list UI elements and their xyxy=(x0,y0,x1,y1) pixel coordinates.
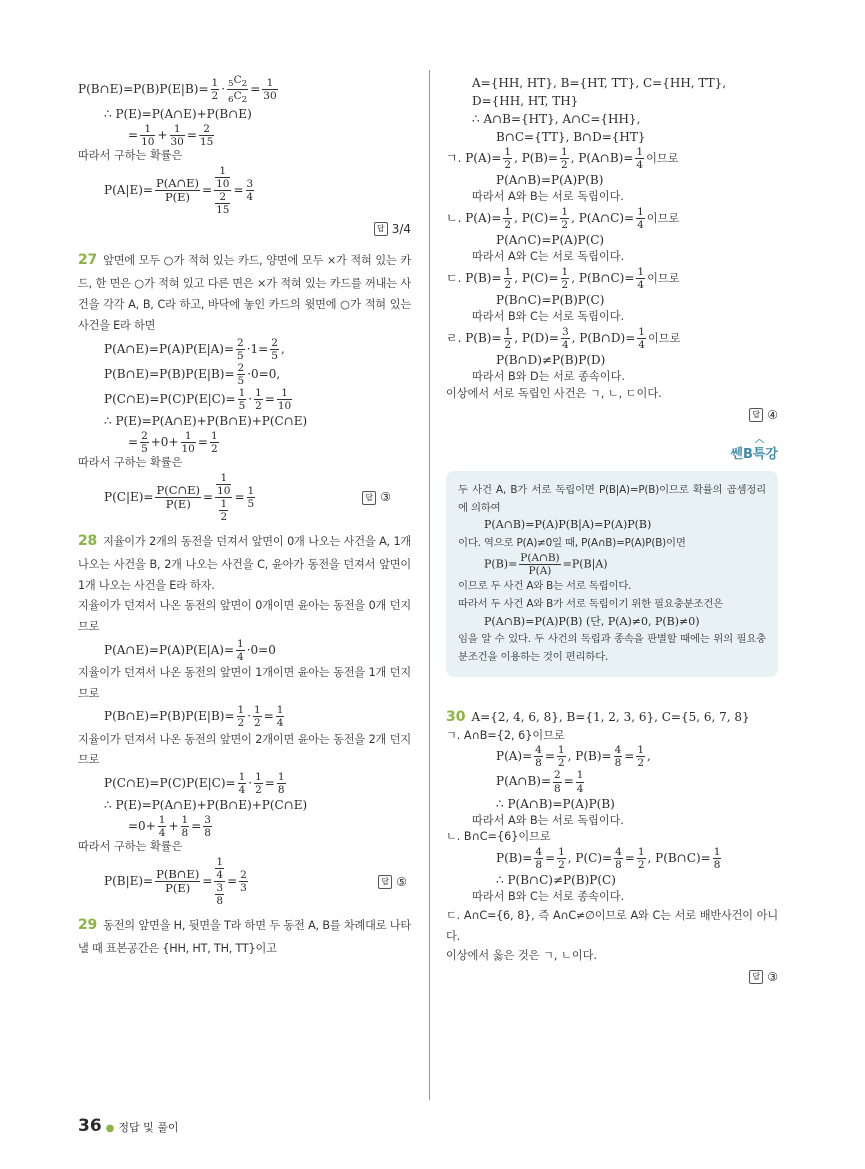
line: P(A∩B)= $\frac{2}{8}$ = $\frac{1}{4}$ xyxy=(496,769,584,795)
math-line: A={HH, HT}, B={HT, TT}, C={HH, TT}, xyxy=(472,76,727,90)
column-divider xyxy=(429,70,430,1100)
text-line: ㄴ. B∩C={6}이므로 xyxy=(446,830,551,844)
problem-text: 앞면에 모두 ○가 적혀 있는 카드, 양면에 모두 ×가 적혀 있는 카드, 한 면은 ○가 적혀 있고 다른 면은 ×가 적혀 있는 카드를 꺼내는 사건을 각각 A, B, C라 하고, 바닥에 놓인 카드의 윗면에 ○가 적혀 있는 사건을 E라 하면 xyxy=(78,254,411,332)
line: P(A|E)= $\frac{P(A\cap E)}{P(E)}$ = $\frac{\frac{1}{10}}{\frac{2}{15}}$ = $\frac{3}{4}$ xyxy=(104,165,254,217)
problem-number: 27 xyxy=(78,252,98,269)
math-text: P(C|E)= xyxy=(104,489,154,504)
left-column xyxy=(78,60,411,960)
text: 이므로 xyxy=(647,331,681,345)
tip-text: 두 사건 A, B가 서로 독립이면 P(B|A)=P(B)이므로 확률의 곱셈정리에 의하여 xyxy=(458,483,766,515)
text-line: 지율이가 던져서 나온 동전의 앞면이 0개이면 윤아는 동전을 0개 던지므로 xyxy=(78,599,411,634)
text-line: 따라서 A와 C는 서로 독립이다. xyxy=(472,250,625,264)
text-line: 따라서 A와 B는 서로 독립이다. xyxy=(472,190,624,204)
text-line: 따라서 구하는 확률은 xyxy=(78,149,183,163)
line: P(C∩E)=P(C)P(E|C)= $\frac{1}{5}$ · $\frac{1}{2}$ = $\frac{1}{10}$ xyxy=(104,386,292,412)
math-text: ㄱ. P(A)= xyxy=(446,151,502,166)
math-line: P(A∩B)=P(A)P(B) xyxy=(496,173,604,188)
math-text: P(C∩E)=P(C)P(E|C)= xyxy=(104,391,236,406)
tip-math: P(A∩B)=P(A)P(B|A)=P(A)P(B) xyxy=(484,518,652,532)
answer-value: 3/4 xyxy=(391,222,411,237)
problem-28 xyxy=(78,529,411,596)
math-line: ∴ P(E)=P(A∩E)+P(B∩E) xyxy=(104,107,252,122)
problem-number: 30 xyxy=(446,708,466,725)
tip-box-header xyxy=(446,436,778,465)
math-line: P(B∩D)≠P(B)P(D) xyxy=(496,352,606,367)
line: P(A∩E)=P(A)P(E|A)= $\frac{2}{5}$ ·1= $\frac{2}{5}$ , xyxy=(104,336,285,362)
answer-badge-icon: 답 xyxy=(749,970,763,984)
tip-box-title: 쎈B특강 xyxy=(730,447,778,463)
tip-text: 임을 알 수 있다. 두 사건의 독립과 종속을 판별할 때에는 위의 필요충분조건을 이용하는 것이 편리하다. xyxy=(458,633,766,664)
math-line: ∴ A∩B={HT}, A∩C={HH}, xyxy=(472,112,641,126)
text: 이므로 xyxy=(646,152,679,166)
math-line: ∴ P(A∩B)=P(A)P(B) xyxy=(496,796,615,811)
text-line: 이상에서 옳은 것은 ㄱ, ㄴ이다. xyxy=(446,948,598,962)
math-text: P(A)= xyxy=(496,749,533,764)
line: P(B)= $\frac{4}{8}$ = $\frac{1}{2}$ , P(C)= $\frac{4}{8}$ = $\frac{1}{2}$ , P(B∩C)= $\frac{1}{8}$ xyxy=(496,846,721,872)
answer-badge-icon: 답 xyxy=(362,491,376,505)
text-line: 따라서 구하는 확률은 xyxy=(78,840,183,854)
line: ㄱ. P(A)= $\frac{1}{2}$ , P(B)= $\frac{1}{2}$ , P(A∩B)= $\frac{1}{4}$ 이므로 xyxy=(446,146,679,172)
bullet-icon: ● xyxy=(105,1123,115,1134)
line: P(B∩E)=P(B)P(E|B)= $\frac{2}{5}$ ·0=0, xyxy=(104,361,281,387)
line: =0+ $\frac{1}{4}$ + $\frac{1}{8}$ = $\frac{3}{8}$ xyxy=(128,814,211,840)
math-text: =P(B|A) xyxy=(562,557,608,571)
answer-value: ③ xyxy=(767,970,778,985)
text-line: 이상에서 서로 독립인 사건은 ㄱ, ㄴ, ㄷ이다. xyxy=(446,386,662,400)
answer-badge-icon: 답 xyxy=(374,222,388,236)
tip-text: 이다. 역으로 P(A)≠0일 때, P(A∩B)=P(A)P(B)이면 xyxy=(458,536,686,549)
problem-30-header xyxy=(446,707,778,728)
math-text: P(C∩E)=P(C)P(E|C)= xyxy=(104,776,236,791)
line: P(A)= $\frac{4}{8}$ = $\frac{1}{2}$ , P(B)= $\frac{4}{8}$ = $\frac{1}{2}$ , xyxy=(496,744,651,770)
answer-row xyxy=(78,856,411,907)
page-footer xyxy=(78,1114,179,1140)
math-line: ∴ P(E)=P(A∩E)+P(B∩E)+P(C∩E) xyxy=(104,798,308,813)
tip-box xyxy=(446,471,778,677)
math-text: P(A∩E)=P(A)P(E|A)= xyxy=(104,642,235,657)
math-text: ㄴ. P(A)= xyxy=(446,210,502,225)
text-line: 지율이가 던져서 나온 동전의 앞면이 1개이면 윤아는 동전을 1개 던지므로 xyxy=(78,665,411,700)
line: P(C∩E)=P(C)P(E|C)= $\frac{1}{4}$ · $\frac{1}{2}$ = $\frac{1}{8}$ xyxy=(104,770,285,797)
math-text: P(A|E)= xyxy=(104,183,153,198)
math-text: ㄹ. P(B)= xyxy=(446,330,502,345)
math-text: ㄷ. P(B)= xyxy=(446,270,502,285)
line: ㄴ. P(A)= $\frac{1}{2}$ , P(C)= $\frac{1}{2}$ , P(A∩C)= $\frac{1}{4}$ 이므로 xyxy=(446,205,680,231)
math-text: = xyxy=(128,128,139,143)
math-text: P(B∩E)=P(B)P(E|B)= xyxy=(104,366,235,381)
math-text: P(B)= xyxy=(484,557,518,571)
line: P(B∩E)=P(B)P(E|B)= $\frac{1}{2}$ · $\frac{_5C_2}{_6C_2}$ = $\frac{1}{30}$ xyxy=(78,74,277,106)
answer-row xyxy=(446,406,778,424)
line: ㄷ. P(B)= $\frac{1}{2}$ , P(C)= $\frac{1}{2}$ , P(B∩C)= $\frac{1}{4}$ 이므로 xyxy=(446,265,680,291)
math-text: P(B)= xyxy=(496,851,533,866)
text-line: 따라서 B와 D는 서로 종속이다. xyxy=(472,369,625,383)
text-line: 지율이가 던져서 나온 동전의 앞면이 2개이면 윤아는 동전을 2개 던지므로 xyxy=(78,732,411,767)
line: P(A∩E)=P(A)P(E|A)= $\frac{1}{4}$ ·0=0 xyxy=(104,637,276,663)
answer-value: ③ xyxy=(380,490,391,505)
right-column xyxy=(446,60,778,990)
problem-number: 28 xyxy=(78,533,98,550)
text: 이므로 xyxy=(646,211,680,225)
answer-row xyxy=(78,472,411,523)
line: = $\frac{2}{5}$ +0+ $\frac{1}{10}$ = $\frac{1}{2}$ xyxy=(128,429,218,455)
math-line: P(A∩C)=P(A)P(C) xyxy=(496,233,605,248)
math-text: A={2, 4, 6, 8}, B={1, 2, 3, 6}, C={5, 6, 7, 8} xyxy=(471,709,750,724)
text-line: ㄷ. A∩C={6, 8}, 즉 A∩C≠∅이므로 A와 C는 서로 배반사건이 아니다. xyxy=(446,909,778,943)
line: ㄹ. P(B)= $\frac{1}{2}$ , P(D)= $\frac{3}{4}$ , P(B∩D)= $\frac{1}{4}$ 이므로 xyxy=(446,325,681,351)
math-text: = xyxy=(128,434,139,449)
text-line: 따라서 B와 C는 서로 독립이다. xyxy=(472,309,625,323)
tip-text: 따라서 두 사건 A와 B가 서로 독립이기 위한 필요충분조건은 xyxy=(458,598,723,611)
tip-math: P(A∩B)=P(A)P(B) (단, P(A)≠0, P(B)≠0) xyxy=(484,614,700,628)
math-text: P(B∩E)=P(B)P(E|B)= xyxy=(78,82,209,97)
math-line: ∴ P(E)=P(A∩E)+P(B∩E)+P(C∩E) xyxy=(104,413,308,428)
page-number: 36 xyxy=(78,1116,102,1136)
problem-number: 29 xyxy=(78,917,98,934)
text-line: 따라서 구하는 확률은 xyxy=(78,456,183,470)
text-line: ㄱ. A∩B={2, 6}이므로 xyxy=(446,728,565,742)
line: P(B|E)= $\frac{P(B\cap E)}{P(E)}$ = $\frac{\frac{1}{4}}{\frac{3}{8}}$ = $\frac{2}{3}$ xyxy=(104,856,247,908)
text-line: 따라서 B와 C는 서로 종속이다. xyxy=(472,890,625,904)
answer-row xyxy=(446,968,778,986)
line: P(C|E)= $\frac{P(C\cap E)}{P(E)}$ = $\frac{\frac{1}{10}}{\frac{1}{2}}$ = $\frac{1}{5}$ xyxy=(104,471,255,524)
math-text: P(B|E)= xyxy=(104,874,154,889)
tip-math: P(B)= $\frac{P(A\cap B)}{P(A)}$ =P(B|A) xyxy=(484,552,608,578)
math-line: ∴ P(B∩C)≠P(B)P(C) xyxy=(496,873,616,888)
answer-row xyxy=(78,220,411,238)
footer-label: 정답 및 풀이 xyxy=(118,1121,179,1134)
problem-text: 지율이가 2개의 동전을 던져서 앞면이 0개 나오는 사건을 A, 1개 나오는 사건을 B, 2개 나오는 사건을 C, 윤아가 동전을 던져서 앞면이 1개 나오는 사건을 E라 하자. xyxy=(78,535,411,592)
line: = $\frac{1}{10}$ + $\frac{1}{30}$ = $\frac{2}{15}$ xyxy=(128,123,214,149)
answer-badge-icon: 답 xyxy=(378,875,392,889)
problem-29 xyxy=(78,913,411,960)
problem-27 xyxy=(78,248,411,336)
math-line: D={HH, HT, TH} xyxy=(472,94,579,108)
math-text: P(A∩E)=P(A)P(E|A)= xyxy=(104,341,235,356)
line: P(B∩E)=P(B)P(E|B)= $\frac{1}{2}$ · $\frac{1}{2}$ = $\frac{1}{4}$ xyxy=(104,704,284,730)
answer-badge-icon: 답 xyxy=(749,408,763,422)
math-text: P(B∩E)=P(B)P(E|B)= xyxy=(104,709,235,724)
math-text: =0+ xyxy=(128,819,156,834)
math-line: B∩C={TT}, B∩D={HT} xyxy=(496,130,646,144)
answer-value: ⑤ xyxy=(396,874,407,889)
problem-text: 동전의 앞면을 H, 뒷면을 T라 하면 두 동전 A, B를 차례대로 나타낼 때 표본공간은 {HH, HT, TH, TT}이고 xyxy=(78,919,411,956)
tip-text: 이므로 두 사건 A와 B는 서로 독립이다. xyxy=(458,580,632,593)
text: 이므로 xyxy=(647,271,680,285)
math-line: P(B∩C)=P(B)P(C) xyxy=(496,292,605,307)
text-line: 따라서 A와 B는 서로 독립이다. xyxy=(472,813,624,827)
double-chevron-icon: ︿ xyxy=(754,435,764,446)
answer-value: ④ xyxy=(767,408,778,423)
math-text: P(A∩B)= xyxy=(496,774,552,789)
